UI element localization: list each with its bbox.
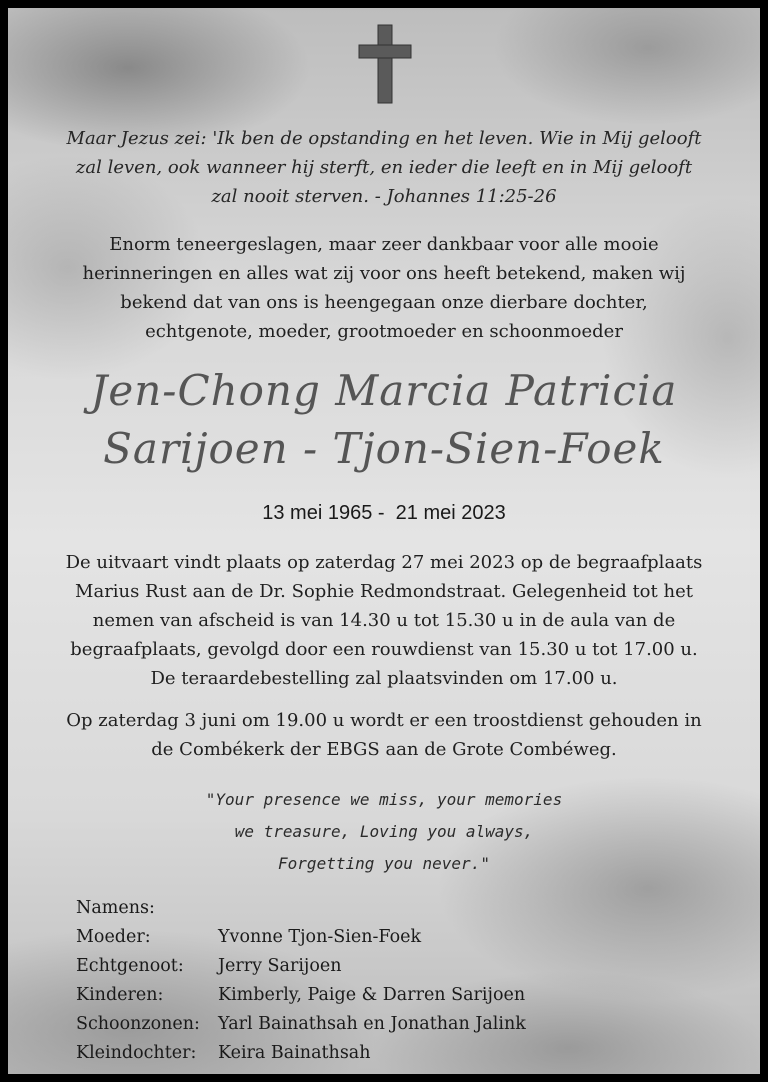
verse-line: zal nooit sterven. - Johannes 11:25-26 xyxy=(211,186,557,207)
intro-line: Enorm teneergeslagen, maar zeer dankbaar voor alle mooie xyxy=(109,234,659,255)
memorial-quote xyxy=(48,784,720,880)
family-role: Echtgenoot: xyxy=(76,956,184,976)
death-date: 21 mei 2023 xyxy=(395,502,506,524)
family-role: Schoonzonen: xyxy=(76,1014,200,1034)
funeral-line: De teraardebestelling zal plaatsvinden om 17.00 u. xyxy=(150,668,618,689)
bible-verse xyxy=(48,124,720,211)
birth-date: 13 mei 1965 xyxy=(262,502,373,524)
family-members: Yarl Bainathsah en Jonathan Jalink xyxy=(218,1014,526,1034)
family-members: Jerry Sarijoen xyxy=(218,956,342,976)
family-row xyxy=(76,1039,716,1068)
family-list xyxy=(76,894,716,1068)
deceased-name xyxy=(28,362,740,478)
family-members: Kimberly, Paige & Darren Sarijoen xyxy=(218,985,526,1005)
family-role: Moeder: xyxy=(76,927,151,947)
service-line: Op zaterdag 3 juni om 19.00 u wordt er een troostdienst gehouden in xyxy=(66,710,702,731)
funeral-details xyxy=(48,548,720,693)
family-role: Kleindochter: xyxy=(76,1043,197,1063)
family-members: Keira Bainathsah xyxy=(218,1043,371,1063)
intro-line: echtgenote, moeder, grootmoeder en schoonmoeder xyxy=(145,321,623,342)
family-row xyxy=(76,981,716,1010)
obituary-card xyxy=(8,8,760,1074)
service-line: de Combékerk der EBGS aan de Grote Combéweg. xyxy=(151,739,617,760)
family-heading: Namens: xyxy=(76,898,155,918)
cross-icon xyxy=(358,24,412,104)
verse-line: zal leven, ook wanneer hij sterft, en ieder die leeft en in Mij gelooft xyxy=(75,157,693,178)
family-row xyxy=(76,952,716,981)
intro-line: herinneringen en alles wat zij voor ons heeft betekend, maken wij xyxy=(82,263,686,284)
funeral-line: De uitvaart vindt plaats op zaterdag 27 mei 2023 op de begraafplaats xyxy=(65,552,703,573)
quote-line: Forgetting you never." xyxy=(278,854,490,873)
quote-line: we treasure, Loving you always, xyxy=(234,822,534,841)
name-line-2: Sarijoen - Tjon-Sien-Foek xyxy=(103,424,665,473)
quote-line: "Your presence we miss, your memories xyxy=(205,790,563,809)
memorial-service xyxy=(48,706,720,764)
family-members: Yvonne Tjon-Sien-Foek xyxy=(218,927,422,947)
funeral-line: nemen van afscheid is van 14.30 u tot 15.30 u in de aula van de xyxy=(92,610,676,631)
name-line-1: Jen-Chong Marcia Patricia xyxy=(90,366,678,415)
intro-line: bekend dat van ons is heengegaan onze dierbare dochter, xyxy=(120,292,648,313)
family-role: Kinderen: xyxy=(76,985,164,1005)
life-dates xyxy=(48,502,720,525)
date-separator: - xyxy=(372,502,396,524)
funeral-line: begraafplaats, gevolgd door een rouwdienst van 15.30 u tot 17.00 u. xyxy=(70,639,698,660)
funeral-line: Marius Rust aan de Dr. Sophie Redmondstraat. Gelegenheid tot het xyxy=(75,581,693,602)
family-row xyxy=(76,923,716,952)
announcement-intro xyxy=(48,230,720,346)
verse-line: Maar Jezus zei: 'Ik ben de opstanding en het leven. Wie in Mij gelooft xyxy=(66,128,702,149)
family-row xyxy=(76,1010,716,1039)
